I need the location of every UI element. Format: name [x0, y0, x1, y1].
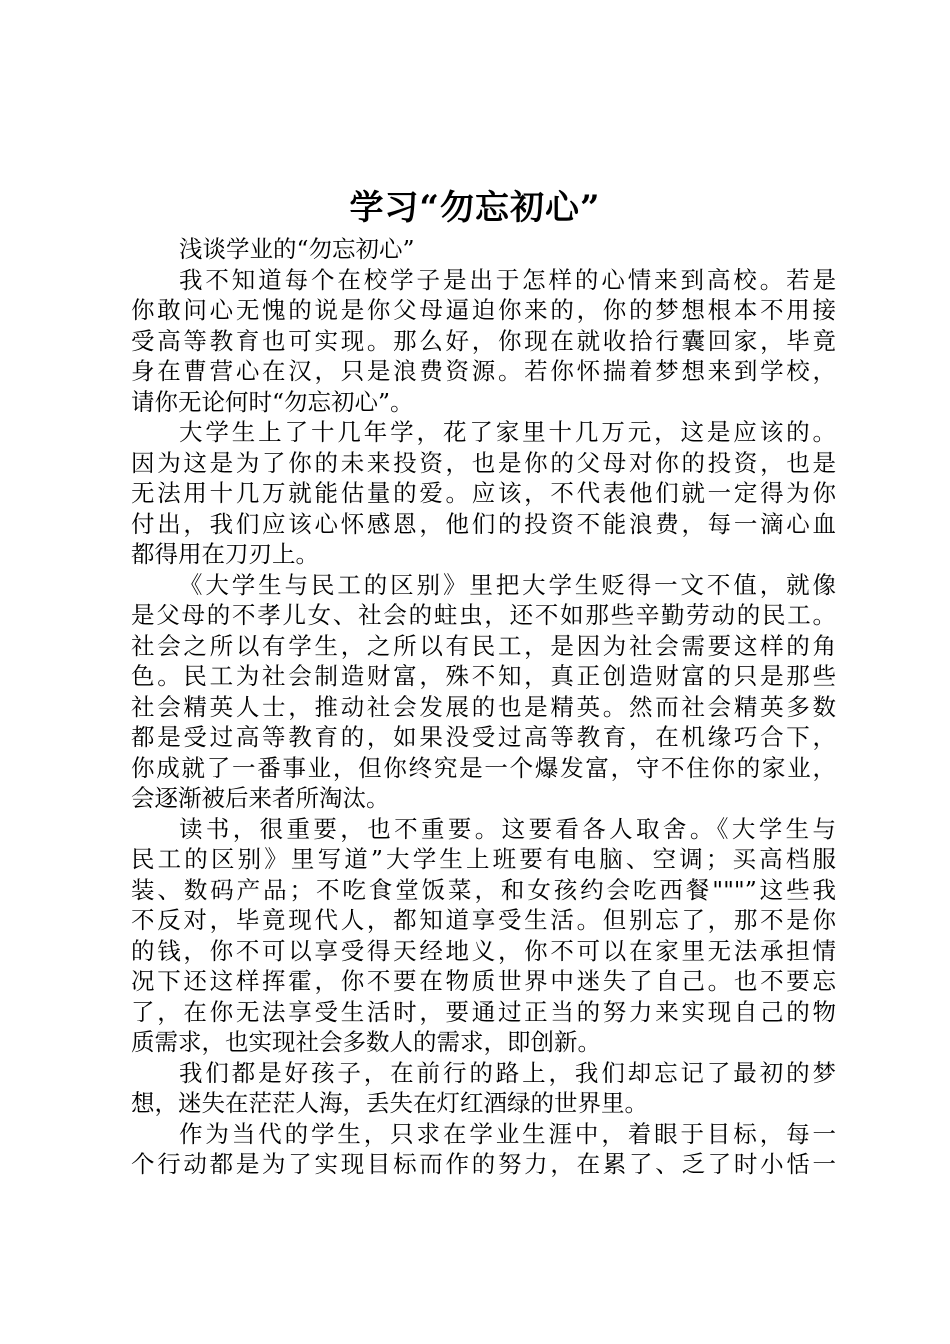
- text-line: 想，迷失在茫茫人海，丢失在灯红酒绿的世界里。: [131, 1089, 648, 1117]
- text-line: 是父母的不孝儿女、社会的蛀虫，还不如那些辛勤劳动的民工。: [131, 601, 836, 629]
- text-line: 受高等教育也可实现。那么好，你现在就收拾行囊回家，毕竟: [131, 326, 836, 355]
- text-line: 不反对，毕竟现代人，都知道享受生活。但别忘了，那不是你: [131, 906, 836, 934]
- text-line: 无法用十几万就能估量的爱。应该，不代表他们就一定得为你: [131, 479, 836, 507]
- text-line: 装、数码产品；不吃食堂饭菜，和女孩约会吃西餐"""”这些我: [131, 875, 836, 904]
- text-line: 质需求，也实现社会多数人的需求，即创新。: [131, 1028, 601, 1056]
- text-line: 社会精英人士，推动社会发展的也是精英。然而社会精英多数: [131, 692, 836, 721]
- text-line: 浅谈学业的“勿忘初心”: [179, 235, 415, 263]
- document-title: 学习“勿忘初心”: [349, 188, 601, 228]
- text-line: 作为当代的学生，只求在学业生涯中，着眼于目标，每一: [179, 1119, 836, 1148]
- text-line: 因为这是为了你的未来投资，也是你的父母对你的投资，也是: [131, 448, 836, 477]
- text-line: 个行动都是为了实现目标而作的努力，在累了、乏了时小恬一: [131, 1150, 836, 1178]
- text-line: 况下还这样挥霍，你不要在物质世界中迷失了自己。也不要忘: [131, 967, 836, 995]
- text-line: 民工的区别》里写道”大学生上班要有电脑、空调；买高档服: [131, 845, 836, 873]
- text-line: 付出，我们应该心怀感恩，他们的投资不能浪费，每一滴心血: [131, 509, 836, 538]
- text-line: 都是受过高等教育的，如果没受过高等教育，在机缘巧合下，: [131, 723, 836, 751]
- text-line: 身在曹营心在汉，只是浪费资源。若你怀揣着梦想来到学校，: [131, 357, 836, 385]
- text-line: 色。民工为社会制造财富，殊不知，真正创造财富的只是那些: [131, 662, 836, 690]
- text-line: 都得用在刀刃上。: [131, 540, 319, 568]
- text-line: 我不知道每个在校学子是出于怎样的心情来到高校。若是: [179, 265, 836, 294]
- text-line: 我们都是好孩子，在前行的路上，我们却忘记了最初的梦: [179, 1058, 836, 1087]
- text-line: 的钱，你不可以享受得天经地义，你不可以在家里无法承担情: [131, 936, 836, 965]
- text-line: 大学生上了十几年学，花了家里十几万元，这是应该的。: [179, 418, 836, 446]
- text-line: 了，在你无法享受生活时，要通过正当的努力来实现自己的物: [131, 997, 836, 1026]
- text-line: 《大学生与民工的区别》里把大学生贬得一文不值，就像: [179, 570, 836, 599]
- text-line: 你敢问心无愧的说是你父母逼迫你来的，你的梦想根本不用接: [131, 296, 836, 324]
- document-body: [131, 234, 836, 1180]
- text-line: 会逐渐被后来者所淘汰。: [131, 784, 390, 812]
- text-line: 社会之所以有学生，之所以有民工，是因为社会需要这样的角: [131, 631, 836, 660]
- text-line: 请你无论何时“勿忘初心”。: [131, 387, 414, 416]
- text-line: 你成就了一番事业，但你终究是一个爆发富，守不住你的家业，: [131, 753, 836, 782]
- text-line: 读书，很重要，也不重要。这要看各人取舍。《大学生与: [179, 814, 836, 843]
